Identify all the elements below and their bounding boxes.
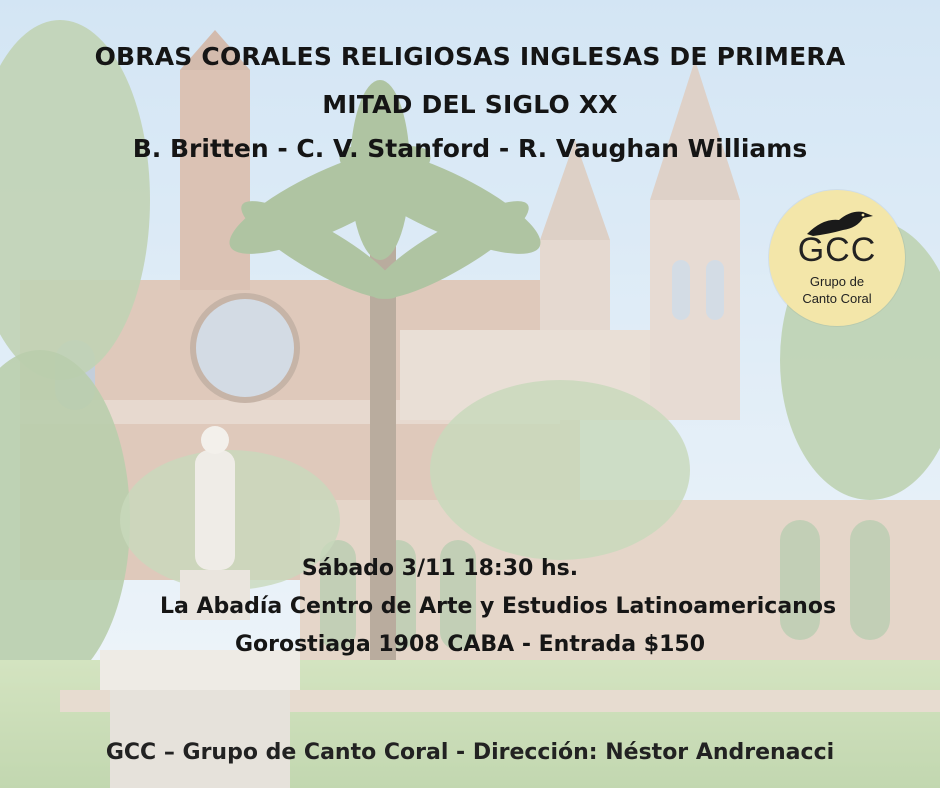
title-line-1: OBRAS CORALES RELIGIOSAS INGLESAS DE PRIMERA bbox=[94, 42, 846, 71]
gcc-logo bbox=[769, 190, 905, 326]
logo-text-line-1: Grupo de bbox=[809, 274, 865, 289]
composers-line: B. Britten - C. V. Stanford - R. Vaughan Williams bbox=[132, 134, 808, 163]
event-address-price: Gorostiaga 1908 CABA - Entrada $150 bbox=[234, 632, 706, 657]
event-datetime: Sábado 3/11 18:30 hs. bbox=[301, 556, 579, 581]
title-line-2: MITAD DEL SIGLO XX bbox=[322, 90, 618, 119]
event-venue: La Abadía Centro de Arte y Estudios Latinoamericanos bbox=[159, 594, 837, 619]
logo-text-line-2: Canto Coral bbox=[802, 291, 872, 306]
footer-credits: GCC – Grupo de Canto Coral - Dirección: Néstor Andrenacci bbox=[105, 740, 835, 765]
logo-abbreviation: GCC bbox=[797, 231, 877, 269]
